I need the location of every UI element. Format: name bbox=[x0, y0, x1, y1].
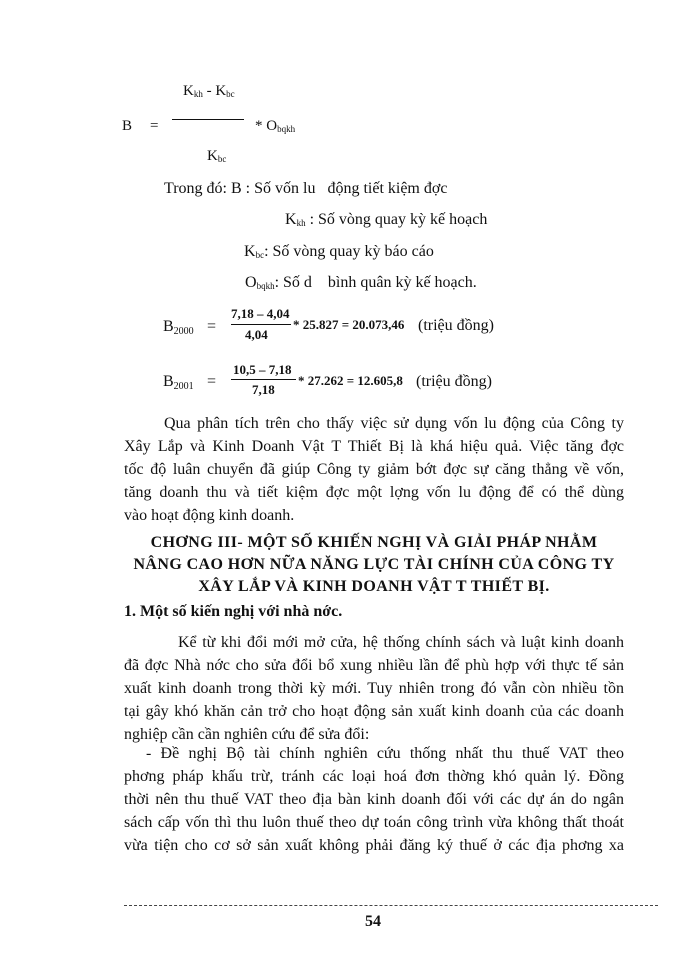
legend-line-1 bbox=[164, 180, 447, 198]
calc-2001-b: B bbox=[163, 373, 174, 390]
calc-2000-unit: (triệu đồng) bbox=[418, 317, 494, 334]
formula-num-sub2: bc bbox=[226, 89, 235, 99]
calc-2000-label bbox=[163, 318, 194, 337]
formula-den-k: K bbox=[207, 148, 218, 164]
paragraph-line: Xây Lắp và Kinh Doanh Vật T Thiết Bị là khá hiệu quả. Việc tăng đợc bbox=[124, 438, 624, 455]
section-title: 1. Một số kiến nghị với nhà nớc. bbox=[124, 603, 343, 620]
legend-line-3 bbox=[244, 243, 434, 261]
paragraph-line: - Đề nghị Bộ tài chính nghiên cứu thống nhất thu thuế VAT theo bbox=[146, 745, 624, 762]
calc-2000-b: B bbox=[163, 318, 174, 335]
calc-2001-denominator: 7,18 bbox=[252, 382, 275, 397]
legend-line-3-text: : Số vòng quay kỳ báo cáo bbox=[264, 243, 434, 260]
legend-line-4 bbox=[245, 274, 477, 292]
paragraph-line: vào hoạt động kinh doanh. bbox=[124, 507, 295, 524]
legend-line-2 bbox=[285, 211, 487, 229]
formula-mult-sub: bqkh bbox=[277, 124, 296, 134]
calc-2001-sub: 2001 bbox=[173, 381, 194, 392]
formula-equals: = bbox=[150, 118, 159, 134]
legend-line-4-o: O bbox=[245, 274, 257, 291]
formula-den-sub: bc bbox=[217, 154, 227, 164]
formula-num-sub1: kh bbox=[193, 89, 203, 99]
formula-fraction-line bbox=[172, 119, 244, 120]
paragraph-line: đã đợc Nhà nớc cho sửa đổi bổ xung nhiều lần để phù hợp với thực tế sản bbox=[124, 657, 624, 674]
calc-2001-label bbox=[163, 373, 194, 392]
chapter-heading-line: XÂY LẮP VÀ KINH DOANH VẬT T THIẾT BỊ. bbox=[198, 578, 550, 595]
vat-recommendation-paragraph bbox=[124, 742, 624, 857]
legend-line-4-text: : Số d bình quân kỳ kế hoạch. bbox=[274, 274, 477, 291]
paragraph-line: vừa tiện cho cơ sở sản xuất không phải đăng ký thuế ở các địa phơng xa bbox=[124, 837, 624, 854]
formula-multiplier bbox=[255, 118, 295, 135]
calc-2000-sub: 2000 bbox=[173, 326, 194, 337]
calc-2000-numerator: 7,18 – 4,04 bbox=[231, 306, 290, 321]
legend-line-3-sub: bc bbox=[255, 250, 265, 260]
paragraph-line: Qua phân tích trên cho thấy việc sử dụng vốn lu động của Công ty bbox=[164, 415, 624, 432]
chapter-heading bbox=[124, 532, 624, 598]
legend-line-2-k: K bbox=[285, 211, 297, 228]
paragraph-line: phơng pháp khấu trừ, tránh các loại hoá đơn thờng khó quản lý. Đồng bbox=[124, 768, 624, 785]
formula-denominator bbox=[207, 148, 226, 165]
paragraph-line: Kể từ khi đổi mới mở cửa, hệ thống chính sách và luật kinh doanh bbox=[178, 634, 624, 651]
legend-line-3-k: K bbox=[244, 243, 256, 260]
footer-divider bbox=[124, 905, 658, 906]
formula-numerator bbox=[183, 83, 235, 100]
legend-line-2-sub: kh bbox=[296, 218, 306, 228]
recommendation-intro-paragraph bbox=[124, 631, 624, 746]
paragraph-line: nghiệp cần cần nghiên cứu để sửa đổi: bbox=[124, 726, 370, 743]
formula-mult-text: * O bbox=[255, 118, 278, 134]
paragraph-line: xuất kinh doanh trong thời kỳ mới. Tuy nhiên trong đó vẫn còn nhiều tồn bbox=[124, 680, 624, 697]
page-number: 54 bbox=[365, 913, 381, 930]
formula-num-k: K bbox=[183, 83, 194, 99]
legend-line-1-prefix: Trong đó: B bbox=[164, 180, 242, 197]
calc-2000-equals: = bbox=[207, 318, 217, 335]
paragraph-line: tốc độ luân chuyển đã giúp Công ty giảm bớt đợc sự căng thẳng về vốn, bbox=[124, 461, 624, 478]
analysis-paragraph bbox=[124, 412, 624, 527]
calc-2000-denominator: 4,04 bbox=[245, 327, 268, 342]
calc-2000-fraction-line bbox=[231, 324, 291, 325]
calc-2001-fraction-line bbox=[231, 379, 296, 380]
legend-line-4-sub: bqkh bbox=[256, 281, 275, 291]
calc-2001-result: * 27.262 = 12.605,8 bbox=[298, 373, 403, 388]
legend-line-1-text: : Số vốn lu động tiết kiệm đợc bbox=[245, 180, 448, 197]
calc-2001-unit: (triệu đồng) bbox=[416, 373, 492, 390]
chapter-heading-line: CHƠNG III- MỘT SỐ KHIẾN NGHỊ VÀ GIẢI PHÁP NHẰM bbox=[150, 534, 598, 551]
calc-2001-numerator: 10,5 – 7,18 bbox=[233, 362, 292, 377]
calc-2001-equals: = bbox=[207, 373, 217, 390]
formula-num-minus: - K bbox=[202, 83, 227, 99]
paragraph-line: sách cấp vốn thì thu luôn thuế theo dự toán công trình vừa không thất thoát bbox=[124, 814, 624, 831]
formula-lhs: B bbox=[122, 118, 133, 134]
paragraph-line: thời nên thu thuế VAT theo địa bàn kinh doanh đối với các dự án do ngân bbox=[124, 791, 624, 808]
legend-line-2-text: : Số vòng quay kỳ kế hoạch bbox=[309, 211, 488, 228]
chapter-heading-line: NÂNG CAO HƠN NỮA NĂNG LỰC TÀI CHÍNH CỦA CÔNG TY bbox=[133, 556, 615, 573]
calc-2000-result: * 25.827 = 20.073,46 bbox=[293, 317, 405, 332]
paragraph-line: tại gây khó khăn cản trở cho hoạt động sản xuất kinh doanh của các doanh bbox=[124, 703, 624, 720]
paragraph-line: tăng doanh thu và tiết kiệm đợc một lợng vốn lu động để có thể dùng bbox=[124, 484, 624, 501]
